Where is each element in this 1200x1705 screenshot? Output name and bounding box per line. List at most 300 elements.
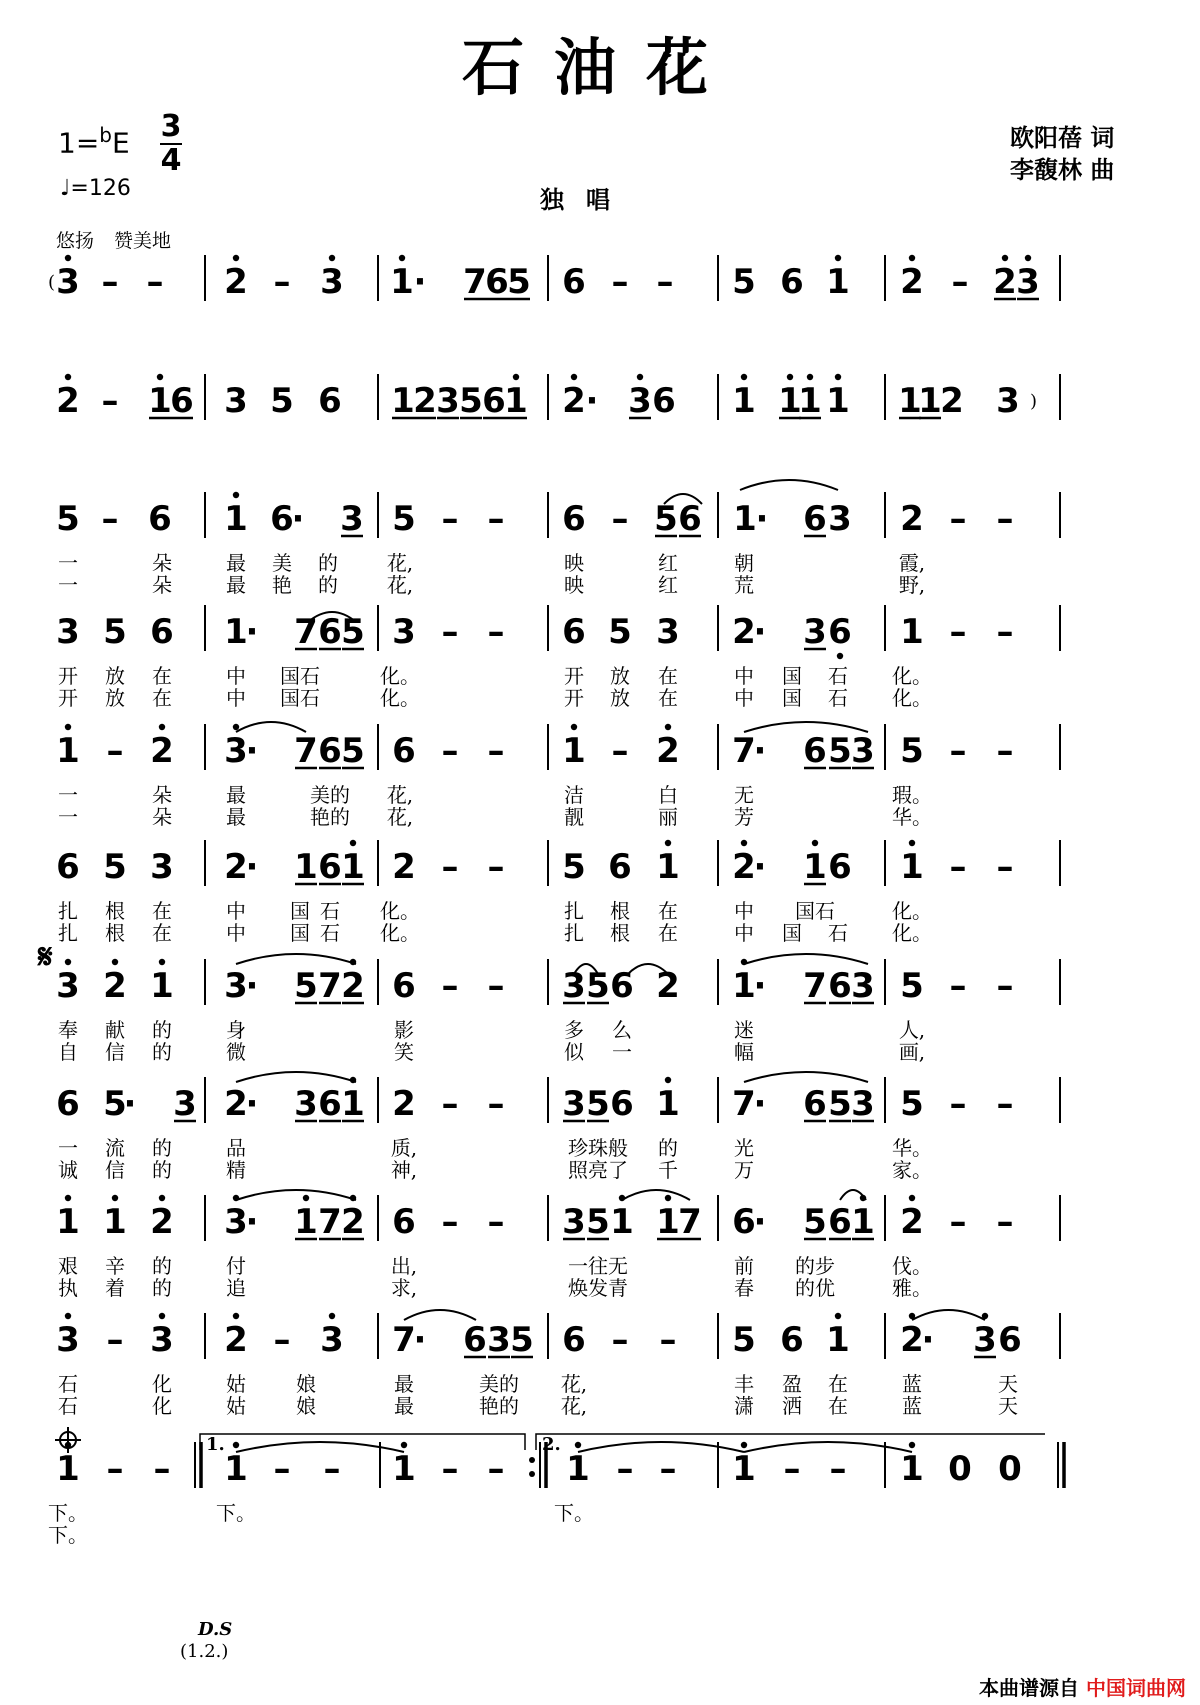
note-glyph: – (783, 1449, 801, 1489)
lyric-syllable: 石 (320, 921, 340, 945)
lyric-syllable: 靓 (564, 805, 584, 829)
note-glyph: 6 (828, 966, 852, 1006)
note-glyph: 1 (391, 381, 415, 421)
note-glyph: 6 (463, 1320, 487, 1360)
note-glyph: – (487, 612, 505, 652)
high-octave-dot (401, 1442, 407, 1448)
note-glyph: 3 (56, 612, 80, 652)
note-glyph: 1 (224, 612, 248, 652)
lyric-syllable: 娘 (296, 1394, 316, 1418)
lyric-syllable: 一 (58, 783, 78, 807)
lyric-syllable: 万 (734, 1158, 754, 1182)
note-glyph: · (245, 1084, 259, 1124)
lyric-syllable: 化。 (380, 899, 420, 923)
lyric-syllable: 美的 (310, 783, 350, 807)
note-glyph: – (441, 499, 459, 539)
lyric-syllable: 一 (612, 1040, 632, 1064)
lyric-syllable: 下。 (48, 1523, 88, 1547)
note-glyph: 7 (678, 1202, 702, 1242)
note-glyph: 2 (224, 1084, 248, 1124)
lyric-syllable: 的 (152, 1040, 172, 1064)
note-glyph: 2 (732, 847, 756, 887)
lyric-syllable: 最 (226, 783, 246, 807)
note-glyph: 3 (150, 1320, 174, 1360)
composer-credit: 李馥林 曲 (1010, 156, 1115, 184)
lyric-syllable: 流 (105, 1136, 125, 1160)
lyric-syllable: 姑 (226, 1372, 246, 1396)
note-glyph: 2 (341, 966, 365, 1006)
note-glyph: – (487, 1084, 505, 1124)
note-glyph: 6 (482, 381, 506, 421)
note-glyph: 1 (103, 1202, 127, 1242)
high-octave-dot (807, 374, 813, 380)
note-glyph: 1 (851, 1202, 875, 1242)
note-glyph: 5 (459, 381, 483, 421)
high-octave-dot (835, 374, 841, 380)
note-glyph: 6 (732, 1202, 756, 1242)
lyric-syllable: 蓝 (902, 1372, 922, 1396)
note-glyph: · (123, 1084, 137, 1124)
lyric-syllable: 的 (152, 1254, 172, 1278)
lyric-syllable: 国 (782, 686, 802, 710)
note-glyph: – (949, 1084, 967, 1124)
lyric-syllable: 在 (152, 899, 172, 923)
note-glyph: 2 (103, 966, 127, 1006)
ending-bracket (536, 1434, 1045, 1450)
lyric-syllable: 最 (394, 1394, 414, 1418)
note-glyph: 5 (586, 966, 610, 1006)
note-glyph: 1 (224, 1449, 248, 1489)
note-glyph: 1 (390, 262, 414, 302)
note-glyph: 2 (56, 381, 80, 421)
note-glyph: – (441, 966, 459, 1006)
note-glyph: 7 (294, 612, 318, 652)
high-octave-dot (1025, 255, 1031, 261)
slur-arc (236, 1072, 356, 1082)
repeat-dot (529, 1457, 535, 1463)
note-glyph: 1 (732, 381, 756, 421)
note-glyph: 6 (170, 381, 194, 421)
note-glyph: 5 (270, 381, 294, 421)
note-glyph: – (611, 262, 629, 302)
slur-arc (622, 1190, 690, 1200)
lyric-syllable: 在 (658, 686, 678, 710)
low-octave-dot (837, 653, 843, 659)
lyric-syllable: 着 (105, 1276, 125, 1300)
lyricist-credit: 欧阳蓓 词 (1010, 124, 1115, 152)
note-glyph: – (949, 731, 967, 771)
note-glyph: – (153, 1449, 171, 1489)
note-glyph: · (753, 966, 767, 1006)
lyric-syllable: 中 (734, 921, 754, 945)
lyric-syllable: 石 (58, 1372, 78, 1396)
note-glyph: 2 (150, 731, 174, 771)
lyric-syllable: 国石 (280, 686, 320, 710)
high-octave-dot (233, 1313, 239, 1319)
lyric-syllable: 最 (226, 573, 246, 597)
page-title: 石油花 (461, 31, 738, 104)
lyric-syllable: 天 (998, 1372, 1018, 1396)
note-glyph: 2 (732, 612, 756, 652)
note-glyph: 1 (610, 1202, 634, 1242)
high-octave-dot (571, 374, 577, 380)
note-glyph: – (273, 1320, 291, 1360)
lyric-syllable: 华。 (892, 805, 932, 829)
note-glyph: – (441, 731, 459, 771)
note-glyph: – (487, 966, 505, 1006)
ds-sub-mark: (1.2.) (180, 1641, 229, 1662)
repeat-dot (529, 1471, 535, 1477)
note-glyph: 1 (898, 381, 922, 421)
note-glyph: – (996, 731, 1014, 771)
note-glyph: 6 (803, 731, 827, 771)
lyric-syllable: 下。 (554, 1501, 594, 1525)
lyric-syllable: 潇 (734, 1394, 754, 1418)
lyric-syllable: 国石 (280, 664, 320, 688)
note-glyph: 6 (318, 847, 342, 887)
high-octave-dot (399, 255, 405, 261)
note-glyph: 2 (993, 262, 1017, 302)
note-glyph: 2 (150, 1202, 174, 1242)
lyric-syllable: 的 (318, 551, 338, 575)
ds-mark: D.S (198, 1619, 233, 1640)
note-glyph: · (753, 1084, 767, 1124)
note-glyph: · (755, 499, 769, 539)
lyric-syllable: 开 (564, 664, 584, 688)
note-glyph: 6 (56, 1084, 80, 1124)
lyric-syllable: 开 (564, 686, 584, 710)
lyric-syllable: 神, (390, 1158, 418, 1182)
high-octave-dot (65, 959, 71, 965)
note-glyph: – (949, 612, 967, 652)
lyric-syllable: 扎 (564, 899, 584, 923)
note-glyph: 7 (732, 731, 756, 771)
note-glyph: · (413, 1320, 427, 1360)
lyric-syllable: 下。 (216, 1501, 256, 1525)
note-glyph: 1 (562, 731, 586, 771)
quarter-note-icon: ♩ (60, 176, 71, 201)
note-glyph: 3 (56, 966, 80, 1006)
lyric-syllable: 化 (152, 1372, 172, 1396)
note-glyph: 1 (224, 499, 248, 539)
note-glyph: · (413, 262, 427, 302)
note-glyph: – (273, 262, 291, 302)
slur-arc (740, 480, 838, 490)
note-glyph: 2 (224, 847, 248, 887)
note-glyph: – (441, 1202, 459, 1242)
note-glyph: – (996, 1084, 1014, 1124)
note-glyph: 2 (392, 1084, 416, 1124)
note-glyph: – (659, 1449, 677, 1489)
lyric-syllable: 出, (390, 1254, 418, 1278)
note-glyph: 6 (998, 1320, 1022, 1360)
note-glyph: 2 (656, 731, 680, 771)
note-glyph: 5 (56, 499, 80, 539)
lyric-syllable: 在 (152, 686, 172, 710)
lyric-syllable: 信 (105, 1158, 125, 1182)
paren-mark: ( (48, 272, 56, 293)
lyric-syllable: 国 (782, 664, 802, 688)
note-glyph: 3 (320, 1320, 344, 1360)
lyric-syllable: 在 (658, 899, 678, 923)
note-glyph: 1 (504, 381, 528, 421)
lyric-syllable: 无 (734, 783, 754, 807)
note-glyph: 5 (586, 1202, 610, 1242)
lyric-syllable: 艳 (272, 573, 292, 597)
performance-note: 独唱 (540, 186, 632, 214)
lyric-syllable: 在 (828, 1394, 848, 1418)
lyric-syllable: 洒 (782, 1394, 802, 1418)
lyric-syllable: 化。 (892, 664, 932, 688)
lyric-syllable: 雅。 (892, 1276, 932, 1300)
note-glyph: 3 (656, 612, 680, 652)
note-glyph: 1 (900, 612, 924, 652)
lyric-syllable: 的步 (795, 1254, 835, 1278)
lyric-syllable: 多 (564, 1018, 584, 1042)
high-octave-dot (65, 255, 71, 261)
ending-1-label: 1. (206, 1434, 225, 1455)
note-glyph: 2 (224, 1320, 248, 1360)
high-octave-dot (159, 959, 165, 965)
lyric-syllable: 的 (152, 1276, 172, 1300)
lyric-syllable: 中 (226, 686, 246, 710)
paren-mark: ) (1030, 391, 1038, 412)
lyric-syllable: 美 (272, 551, 292, 575)
note-glyph: 6 (318, 612, 342, 652)
lyric-syllable: 春 (734, 1276, 754, 1300)
note-glyph: 1 (656, 1084, 680, 1124)
lyric-syllable: 花, (386, 783, 414, 807)
note-glyph: 6 (562, 612, 586, 652)
lyric-syllable: 扎 (58, 899, 78, 923)
lyric-syllable: 映 (564, 551, 584, 575)
note-glyph: 2 (562, 381, 586, 421)
note-glyph: · (245, 731, 259, 771)
note-glyph: – (949, 499, 967, 539)
note-glyph: 1 (918, 381, 942, 421)
high-octave-dot (112, 1195, 118, 1201)
lyric-syllable: 化。 (892, 899, 932, 923)
note-glyph: 5 (900, 731, 924, 771)
high-octave-dot (665, 1077, 671, 1083)
high-octave-dot (233, 1442, 239, 1448)
note-glyph: 1 (294, 1202, 318, 1242)
note-glyph: 1 (732, 966, 756, 1006)
note-glyph: 2 (413, 381, 437, 421)
high-octave-dot (233, 255, 239, 261)
high-octave-dot (1002, 255, 1008, 261)
lyric-syllable: 华。 (892, 1136, 932, 1160)
lyric-syllable: 千 (658, 1158, 678, 1182)
note-glyph: 1 (732, 1449, 756, 1489)
slur-arc (744, 1442, 912, 1452)
note-glyph: · (753, 731, 767, 771)
note-glyph: 5 (294, 966, 318, 1006)
note-glyph: – (106, 1449, 124, 1489)
lyric-syllable: 白 (658, 783, 678, 807)
note-glyph: 3 (562, 966, 586, 1006)
slur-arc (236, 1442, 404, 1452)
note-glyph: – (659, 1320, 677, 1360)
lyric-syllable: 的 (658, 1136, 678, 1160)
high-octave-dot (741, 374, 747, 380)
lyric-syllable: 在 (828, 1372, 848, 1396)
note-glyph: 6 (803, 499, 827, 539)
note-glyph: – (487, 847, 505, 887)
lyrics (48, 551, 1018, 1547)
high-octave-dot (159, 724, 165, 730)
note-glyph: 3 (487, 1320, 511, 1360)
lyric-syllable: 人, (898, 1018, 926, 1042)
lyric-syllable: 身 (226, 1018, 246, 1042)
slur-arc (912, 1310, 985, 1320)
slur-arc (744, 1072, 868, 1082)
note-glyph: 6 (148, 499, 172, 539)
high-octave-dot (835, 255, 841, 261)
note-glyph: 3 (224, 381, 248, 421)
note-glyph: 5 (828, 1084, 852, 1124)
note-glyph: – (273, 1449, 291, 1489)
lyric-syllable: 笑 (394, 1040, 414, 1064)
note-glyph: – (611, 499, 629, 539)
note-glyph: – (101, 262, 119, 302)
note-glyph: 1 (341, 1084, 365, 1124)
high-octave-dot (741, 1442, 747, 1448)
note-glyph: 5 (510, 1320, 534, 1360)
high-octave-dot (909, 840, 915, 846)
note-glyph: 1 (733, 499, 757, 539)
note-glyph: 5 (828, 731, 852, 771)
lyric-syllable: 红 (658, 551, 678, 575)
note-glyph: 3 (1016, 262, 1040, 302)
lyric-syllable: 在 (152, 664, 172, 688)
note-glyph: 5 (654, 499, 678, 539)
lyric-syllable: 石 (58, 1394, 78, 1418)
note-glyph: · (753, 1202, 767, 1242)
lyric-syllable: 光 (734, 1136, 754, 1160)
note-glyph: 1 (900, 847, 924, 887)
high-octave-dot (329, 1313, 335, 1319)
note-glyph: – (611, 1320, 629, 1360)
note-glyph: – (949, 966, 967, 1006)
lyric-syllable: 自 (58, 1040, 78, 1064)
note-glyph: 0 (998, 1449, 1022, 1489)
lyric-syllable: 根 (105, 921, 125, 945)
note-glyph: 3 (320, 262, 344, 302)
high-octave-dot (233, 492, 239, 498)
lyric-syllable: 根 (610, 921, 630, 945)
lyric-syllable: 根 (610, 899, 630, 923)
note-glyph: 1 (826, 381, 850, 421)
note-glyph: 3 (392, 612, 416, 652)
note-glyph: 5 (608, 612, 632, 652)
lyric-syllable: 丽 (658, 805, 678, 829)
ending-bracket (200, 1434, 525, 1450)
lyric-syllable: 花, (560, 1394, 588, 1418)
note-glyph: 2 (900, 262, 924, 302)
note-glyph: 3 (340, 499, 364, 539)
note-glyph: 3 (628, 381, 652, 421)
high-octave-dot (665, 840, 671, 846)
note-glyph: 5 (732, 1320, 756, 1360)
note-glyph: 1 (56, 1449, 80, 1489)
high-octave-dot (65, 1313, 71, 1319)
lyric-syllable: 幅 (734, 1040, 754, 1064)
note-glyph: 3 (562, 1084, 586, 1124)
lyric-syllable: 化。 (380, 921, 420, 945)
note-glyph: 6 (392, 731, 416, 771)
lyric-syllable: 艰 (58, 1254, 78, 1278)
lyric-syllable: 中 (734, 686, 754, 710)
note-glyph: – (101, 381, 119, 421)
time-signature: 3 4 (160, 109, 182, 178)
note-glyph: 7 (392, 1320, 416, 1360)
high-octave-dot (571, 724, 577, 730)
lyric-syllable: 姑 (226, 1394, 246, 1418)
note-glyph: 1 (341, 847, 365, 887)
note-glyph: – (949, 1202, 967, 1242)
note-glyph: – (951, 262, 969, 302)
lyric-syllable: 一 (58, 573, 78, 597)
note-glyph: 2 (392, 847, 416, 887)
lyric-syllable: 迷 (734, 1018, 754, 1042)
lyric-syllable: 石 (828, 664, 848, 688)
note-glyph: 7 (318, 966, 342, 1006)
lyric-syllable: 信 (105, 1040, 125, 1064)
lyric-syllable: 朝 (734, 551, 754, 575)
note-glyph: 3 (851, 1084, 875, 1124)
lyric-syllable: 么 (612, 1018, 632, 1042)
note-glyph: 6 (780, 262, 804, 302)
note-glyph: 3 (973, 1320, 997, 1360)
lyric-syllable: 放 (105, 686, 125, 710)
high-octave-dot (637, 374, 643, 380)
lyric-syllable: 朵 (152, 551, 172, 575)
note-glyph: 1 (150, 966, 174, 1006)
lyric-syllable: 前 (734, 1254, 754, 1278)
lyric-syllable: 石 (828, 686, 848, 710)
note-glyph: 6 (652, 381, 676, 421)
note-glyph: 3 (803, 612, 827, 652)
note-glyph: 6 (780, 1320, 804, 1360)
lyric-syllable: 开 (58, 664, 78, 688)
note-glyph: – (656, 262, 674, 302)
lyric-syllable: 的 (318, 573, 338, 597)
note-glyph: 5 (341, 731, 365, 771)
note-glyph: – (487, 731, 505, 771)
lyric-syllable: 伐。 (892, 1254, 932, 1278)
lyric-syllable: 在 (658, 664, 678, 688)
note-glyph: 5 (103, 1084, 127, 1124)
note-glyph: 6 (608, 847, 632, 887)
note-glyph: 3 (851, 731, 875, 771)
note-glyph: 2 (900, 499, 924, 539)
lyric-syllable: 下。 (48, 1501, 88, 1525)
lyric-syllable: 影 (394, 1018, 414, 1042)
note-glyph: 7 (803, 966, 827, 1006)
high-octave-dot (741, 840, 747, 846)
lyric-syllable: 艳的 (479, 1394, 519, 1418)
note-glyph: 5 (900, 1084, 924, 1124)
lyric-syllable: 国石 (795, 899, 835, 923)
note-glyph: · (753, 612, 767, 652)
lyric-syllable: 花, (386, 573, 414, 597)
note-glyph: 2 (900, 1320, 924, 1360)
note-glyph: – (323, 1449, 341, 1489)
high-octave-dot (909, 1195, 915, 1201)
note-glyph: 7 (318, 1202, 342, 1242)
note-glyph: 6 (318, 1084, 342, 1124)
